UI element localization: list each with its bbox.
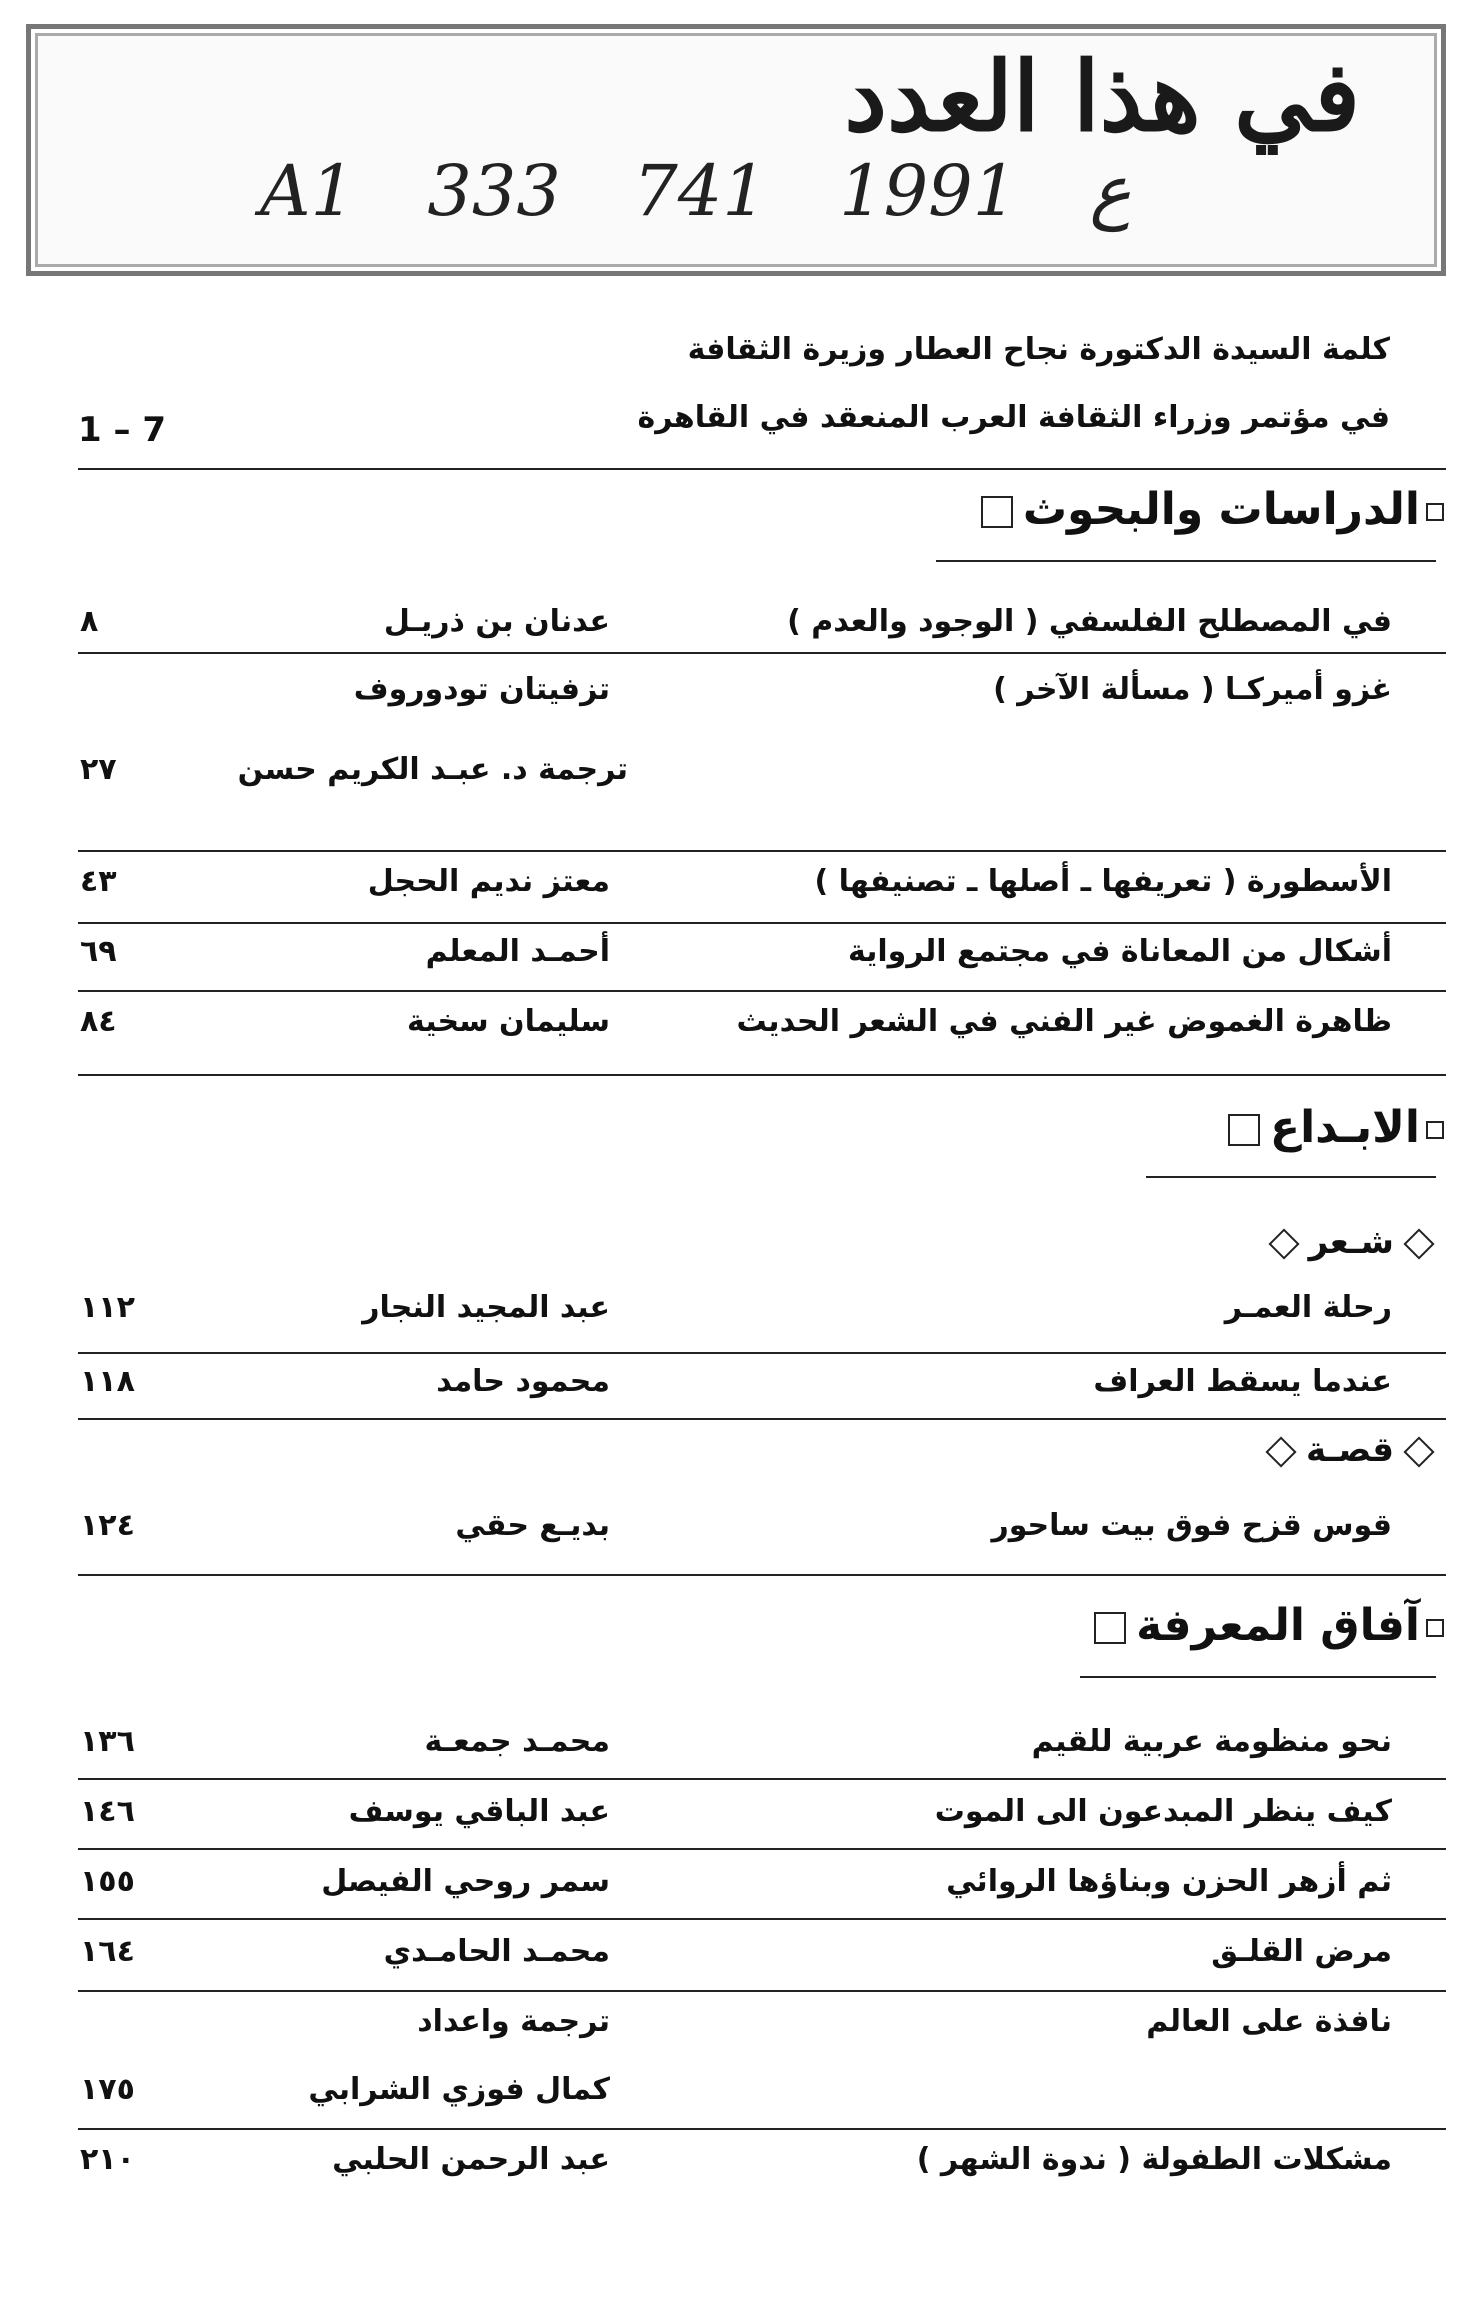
article-page: ١٣٦: [80, 1724, 135, 1759]
list-item-continued: [0, 752, 1470, 792]
divider: [78, 652, 1446, 654]
list-item: [0, 1794, 1470, 1834]
article-translator: كمال فوزي الشرابي: [308, 2072, 610, 2107]
poem-author: عبد المجيد النجار: [362, 1290, 610, 1325]
story-title: قوس قزح فوق بيت ساحور: [991, 1508, 1392, 1543]
intro-line-1: كلمة السيدة الدكتورة نجاح العطار وزيرة الثقافة: [687, 332, 1390, 367]
poem-title: رحلة العمـر: [1224, 1290, 1392, 1325]
section-heading-studies: [644, 484, 1444, 535]
diamond-icon: [1268, 1228, 1299, 1259]
square-icon: [1228, 1114, 1260, 1146]
article-page: ٤٣: [80, 864, 117, 899]
poem-page: ١١٢: [80, 1290, 135, 1325]
subsection-heading-story: [1044, 1430, 1444, 1470]
article-page: ١٥٥: [80, 1864, 135, 1899]
article-page: ٦٩: [80, 934, 117, 969]
square-icon: [981, 496, 1013, 528]
intro-line-2: في مؤتمر وزراء الثقافة العرب المنعقد في القاهرة: [637, 400, 1390, 435]
article-page: ٢١٠: [80, 2142, 135, 2177]
section-title: آفاق المعرفة: [1136, 1600, 1420, 1651]
article-page: ١٤٦: [80, 1794, 135, 1829]
divider: [1080, 1676, 1436, 1678]
article-title: الأسطورة ( تعريفها ـ أصلها ـ تصنيفها ): [814, 864, 1392, 899]
divider: [78, 1074, 1446, 1076]
section-title: الدراسات والبحوث: [1022, 484, 1420, 535]
divider: [78, 1848, 1446, 1850]
article-page: ٢٧: [80, 752, 117, 787]
divider: [78, 1574, 1446, 1576]
list-item: [0, 1724, 1470, 1764]
article-author: محمـد جمعـة: [424, 1724, 610, 1759]
divider: [78, 1918, 1446, 1920]
article-title: ثم أزهر الحزن وبناؤها الروائي: [946, 1864, 1392, 1899]
divider: [78, 922, 1446, 924]
article-author: معتز نديم الحجل: [367, 864, 610, 899]
divider: [78, 1990, 1446, 1992]
small-square-icon: [1426, 1121, 1444, 1139]
poem-page: ١١٨: [80, 1364, 135, 1399]
square-icon: [1094, 1612, 1126, 1644]
story-author: بديـع حقي: [455, 1508, 610, 1543]
diamond-icon: [1403, 1228, 1434, 1259]
divider: [78, 990, 1446, 992]
poem-author: محمود حامد: [436, 1364, 610, 1399]
divider: [78, 1352, 1446, 1354]
small-square-icon: [1426, 1619, 1444, 1637]
list-item: [0, 2004, 1470, 2044]
list-item: [0, 934, 1470, 974]
small-square-icon: [1426, 503, 1444, 521]
article-title: ظاهرة الغموض غير الفني في الشعر الحديث: [736, 1004, 1392, 1039]
subsection-title: شـعر: [1308, 1222, 1394, 1262]
divider: [936, 560, 1436, 562]
article-author: عبد الرحمن الحلبي: [332, 2142, 610, 2177]
list-item: [0, 1864, 1470, 1904]
list-item: [0, 1508, 1470, 1548]
list-item: [0, 1290, 1470, 1330]
article-author: عبد الباقي يوسف: [348, 1794, 610, 1829]
poem-title: عندما يسقط العراف: [1093, 1364, 1392, 1399]
article-title: نحو منظومة عربية للقيم: [1031, 1724, 1392, 1759]
subsection-heading-poetry: [1044, 1222, 1444, 1262]
article-author: محمـد الحامـدي: [383, 1934, 610, 1969]
article-author: سمر روحي الفيصل: [321, 1864, 610, 1899]
diamond-icon: [1265, 1436, 1296, 1467]
article-author: سليمان سخية: [407, 1004, 610, 1039]
article-title: مرض القلـق: [1211, 1934, 1392, 1969]
article-author: أحمـد المعلم: [425, 934, 610, 969]
story-page: ١٢٤: [80, 1508, 135, 1543]
divider: [78, 468, 1446, 470]
divider: [78, 2128, 1446, 2130]
list-item: [0, 604, 1470, 644]
catalog-code: A1 333 ع 1991 741: [260, 150, 1132, 232]
article-page: ١٧٥: [80, 2072, 135, 2107]
list-item: [0, 1364, 1470, 1404]
list-item: [0, 1934, 1470, 1974]
subsection-title: قصـة: [1305, 1430, 1394, 1470]
section-title: الابـداع: [1270, 1102, 1420, 1153]
divider: [1146, 1176, 1436, 1178]
article-translator: ترجمة د. عبـد الكريم حسن: [237, 752, 628, 787]
divider: [78, 850, 1446, 852]
intro-pages: 1 – 7: [78, 410, 166, 450]
article-title: نافذة على العالم: [1146, 2004, 1392, 2039]
list-item: [0, 2142, 1470, 2182]
article-page: ٨: [80, 604, 99, 639]
section-heading-creativity: [644, 1102, 1444, 1153]
issue-title: في هذا العدد: [844, 40, 1360, 153]
diamond-icon: [1403, 1436, 1434, 1467]
article-page: ١٦٤: [80, 1934, 135, 1969]
divider: [78, 1778, 1446, 1780]
article-author: ترجمة واعداد: [417, 2004, 610, 2039]
article-author: تزفيتان تودوروف: [353, 672, 610, 707]
article-title: في المصطلح الفلسفي ( الوجود والعدم ): [787, 604, 1392, 639]
article-author: عدنان بن ذريـل: [383, 604, 610, 639]
article-title: كيف ينظر المبدعون الى الموت: [934, 1794, 1392, 1829]
list-item-continued: [0, 2072, 1470, 2112]
list-item: [0, 1004, 1470, 1044]
list-item: [0, 672, 1470, 712]
article-title: أشكال من المعاناة في مجتمع الرواية: [847, 934, 1392, 969]
article-page: ٨٤: [80, 1004, 117, 1039]
list-item: [0, 864, 1470, 904]
article-title: غزو أميركـا ( مسألة الآخر ): [993, 672, 1392, 707]
divider: [78, 1418, 1446, 1420]
article-title: مشكلات الطفولة ( ندوة الشهر ): [916, 2142, 1392, 2177]
section-heading-knowledge: [644, 1600, 1444, 1651]
